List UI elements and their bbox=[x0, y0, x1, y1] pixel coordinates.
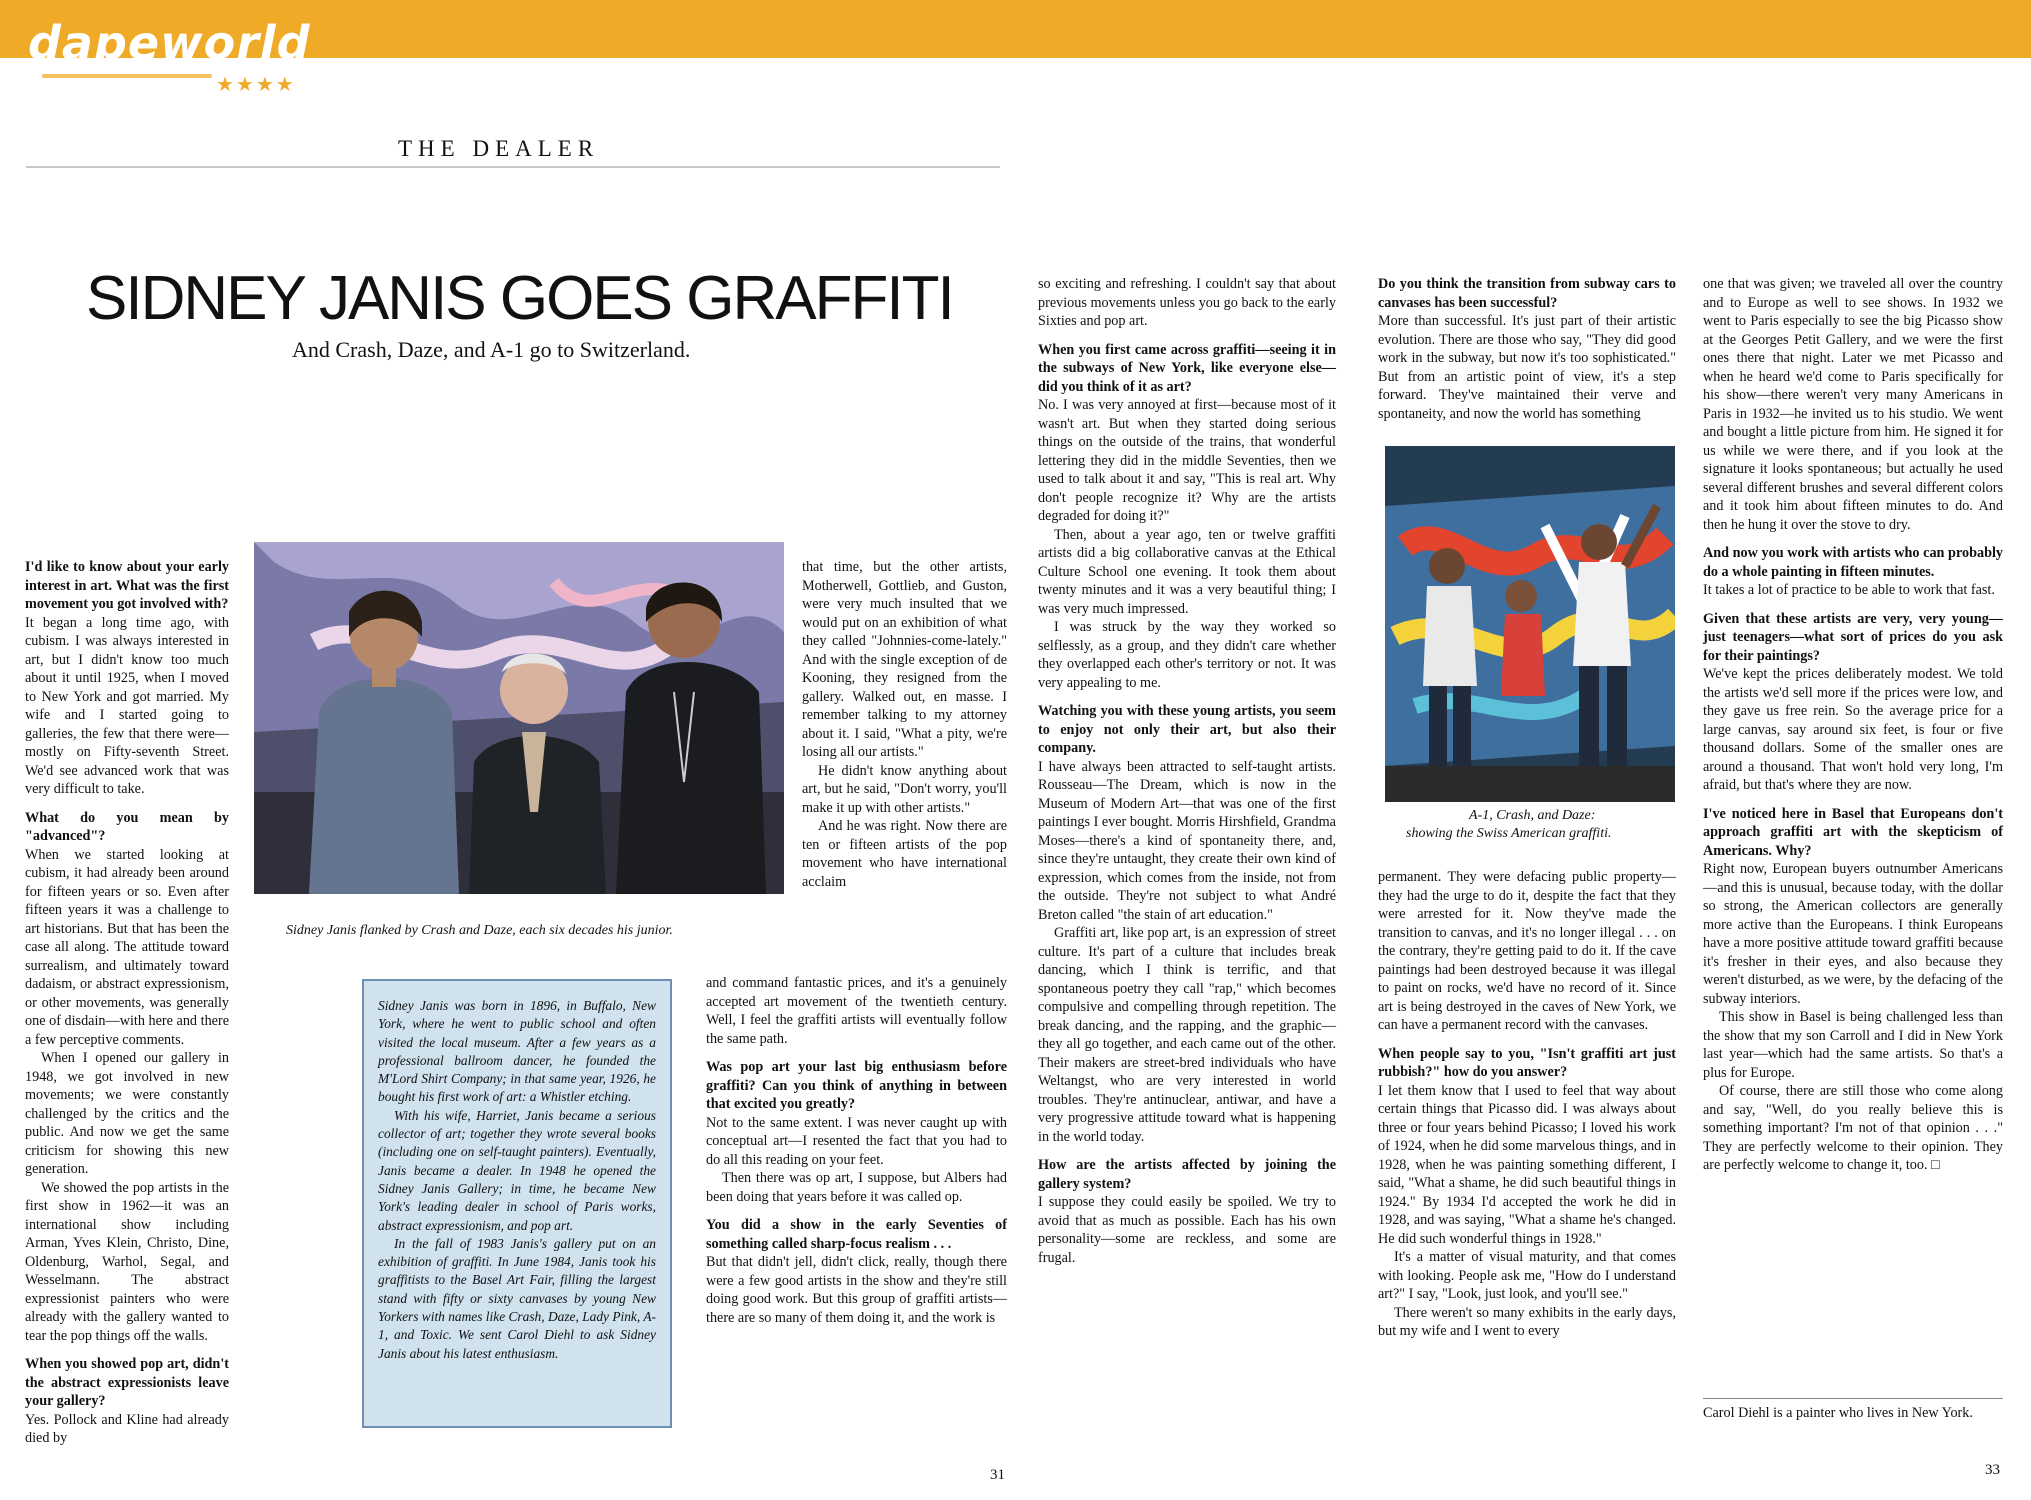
column-2-top bbox=[802, 558, 1007, 891]
section-label: THE DEALER bbox=[398, 136, 600, 161]
rating-stars: ★★★★ bbox=[216, 72, 296, 96]
interview-question: I'd like to know about your early interest in art. What was the first movement you got involved with? bbox=[25, 559, 229, 612]
interview-answer: This show in Basel is being challenged less than the show that my son Carroll and I did in New York last year—which had the same artists. So that's a plus for Europe. bbox=[1703, 1009, 2003, 1081]
mural-photo-illustration bbox=[1385, 446, 1675, 802]
interview-answer: Of course, there are still those who come along and say, "Well, do you really believe this is something important? I'm not of that opinion . . ." They are perfectly welcome to their opinion. They are perfectly welcome to change it, too. □ bbox=[1703, 1083, 2003, 1173]
interview-question: Watching you with these young artists, you seem to enjoy not only their art, but also their company. bbox=[1038, 703, 1336, 756]
column-4-top bbox=[1378, 275, 1676, 423]
interview-answer: But that didn't jell, didn't click, really, though there were a few good artists in the show and they're still doing good work. But this group of graffiti artists—there are so many of them doing it, and the work is bbox=[706, 1254, 1007, 1326]
bio-paragraph: With his wife, Harriet, Janis became a serious collector of art; together they wrote several books (including one on self-taught painters). Eventually, Janis became a dealer. In 1948 he opened the Sidney Janis Gallery; in time, he became New York's leading dealer in school of Paris works, abstract expressionism, and pop art. bbox=[378, 1107, 656, 1233]
interview-answer: I let them know that I used to feel that way about certain things that Picasso did. I was always about three or four years behind Picasso; I loved his work of 1924, when he did some marvelous things, and in 1928, when he was painting something different, I said, "What a shame, he did such beautiful things in 1924." By 1934 I'd accepted the work he did in 1928, and was saying, "What a shame he's changed. He did such wonderful things in 1928." bbox=[1378, 1082, 1676, 1247]
interview-question: When people say to you, "Isn't graffiti art just rubbish?" how do you answer? bbox=[1378, 1045, 1676, 1080]
photo2-caption-line1: A-1, Crash, and Daze: bbox=[1469, 808, 1596, 823]
interview-answer: It takes a lot of practice to be able to work that fast. bbox=[1703, 582, 1995, 598]
photo2-caption-line2: showing the Swiss American graffiti. bbox=[1406, 826, 1612, 841]
photo1-caption: Sidney Janis flanked by Crash and Daze, each six decades his junior. bbox=[286, 923, 673, 938]
interview-answer: It's a matter of visual maturity, and that comes with looking. People ask me, "How do I understand art?" I say, "Look, just look, and you'll see." bbox=[1378, 1249, 1676, 1302]
interview-question: When you showed pop art, didn't the abstract expressionists leave your gallery? bbox=[25, 1356, 229, 1409]
column-4-bottom bbox=[1378, 868, 1676, 1341]
bio-box bbox=[362, 979, 672, 1428]
interview-answer: More than successful. It's just part of their artistic evolution. There are those who say, "They did good work in the subway, but now it's too sophisticated." But from an artistic point of view, it's a step forward. They've maintained their verve and spontaneity, and now the world has something bbox=[1378, 313, 1676, 422]
bio-paragraph: Sidney Janis was born in 1896, in Buffalo, New York, where he went to public school and often visited the local museum. After a few years as a professional ballroom dancer, he founded the M'Lord Shirt Company; in that same year, 1926, he bought his first work of art: a Whistler etching. bbox=[378, 998, 656, 1105]
interview-answer: I was struck by the way they worked so selflessly, as a group, and they didn't care whether they overlapped each other's territory or not. It was very appealing to me. bbox=[1038, 619, 1336, 691]
logo-underline bbox=[42, 74, 212, 78]
interview-answer: one that was given; we traveled all over the country and to Europe as well to see shows. In 1932 we went to Paris especially to see the big Picasso show at the Georges Petit Gallery, and we were the first ones there that night. Later we met Picasso and when he heard we'd come to Paris specifically for his show—there weren't very many Americans in Paris in 1932—he invited us to his studio. We went and bought a little picture from him. He signed it for us while we were there, and if you look at the signature it looks spontaneous; but actually he used several different brushes and several different colors and it took him about fifteen minutes to do. And then he hung it over the stove to dry. bbox=[1703, 276, 2003, 533]
interview-answer: I have always been attracted to self-taught artists. Rousseau—The Dream, which is now in the Museum of Modern Art—that was one of the first paintings I ever bought. Morris Hirshfield, Grandma Moses—there's a kind of spontaneity there, and, since they're untaught, they create their own kind of expression, which comes from the inside, not from the outside. They're not subject to what André Breton called "the stain of art education." bbox=[1038, 758, 1336, 923]
column-1 bbox=[25, 558, 229, 1448]
photo-artists-painting-mural bbox=[1385, 446, 1675, 802]
interview-question: Given that these artists are very, very young—just teenagers—what sort of prices do you ask for their paintings? bbox=[1703, 610, 2003, 664]
interview-answer: And he was right. Now there are ten or fifteen artists of the pop movement who have international acclaim bbox=[802, 818, 1007, 890]
interview-answer: We've kept the prices deliberately modest. We told the artists we'd sell more if the prices were low, and they gave us free rein. So the average price for a large canvas, say around six feet, is four or five thousand dollars. Some of the smaller ones are around a thousand. That won't hold very long, I'm afraid, but that's where they are now. bbox=[1703, 666, 2003, 793]
article-title: SIDNEY JANIS GOES GRAFFITI bbox=[86, 264, 953, 333]
interview-question: Was pop art your last big enthusiasm before graffiti? Can you think of anything in between that excited you greatly? bbox=[706, 1059, 1007, 1112]
site-logo[interactable]: dapeworld bbox=[28, 16, 311, 70]
author-note-rule bbox=[1703, 1398, 2003, 1399]
interview-question: When you first came across graffiti—seeing it in the subways of New York, like everyone else—did you think of it as art? bbox=[1038, 341, 1336, 395]
interview-answer: It began a long time ago, with cubism. I was always interested in art, but I didn't know too much about it until 1925, when I moved to New York and got married. My wife and I started going to galleries, the few that there were—mostly on Fifty-seventh Street. We'd see advanced work that was very difficult to take. bbox=[25, 614, 229, 797]
interview-answer: Graffiti art, like pop art, is an expression of street culture. It's part of a culture that includes break dancing, which I think is terrific, and that spontaneous poetry they call "rap," which becomes compulsive and compelling through repetition. The break dancing, and the rapping, and the graphic—they all go together, and each came out of the other. Their makers are street-bred individuals who have Weltangst, who are very interested in world troubles. They're antinuclear, antiwar, and have a very progressive attitude toward what is happening in the world today. bbox=[1038, 925, 1336, 1145]
column-3 bbox=[1038, 275, 1336, 1267]
interview-answer: and command fantastic prices, and it's a genuinely accepted art movement of the twentieth century. Well, I feel the graffiti artists will eventually follow the same path. bbox=[706, 975, 1007, 1047]
interview-answer: I suppose they could easily be spoiled. We try to avoid that as much as possible. Each has his own personality—some are reckless, and some are frugal. bbox=[1038, 1194, 1336, 1266]
interview-answer: He didn't know anything about art, but he said, "Don't worry, you'll make it up with other artists." bbox=[802, 762, 1007, 816]
author-note: Carol Diehl is a painter who lives in New York. bbox=[1703, 1405, 1973, 1421]
interview-answer: Right now, European buyers outnumber Americans—and this is unusual, because today, with the dollar so strong, the American collectors are generally more active than the Europeans. I think Europeans have a more positive attitude toward graffiti because it's fresher in their eyes, and also because they weren't disturbed, as we were, by the defacing of the subway interiors. bbox=[1703, 861, 2003, 1007]
interview-answer: When I opened our gallery in 1948, we got involved in new movements; we were constantly challenged by the critics and the public. And now we get the same criticism for showing this new generation. bbox=[25, 1050, 229, 1177]
bio-paragraph: In the fall of 1983 Janis's gallery put on an exhibition of graffiti. In June 1984, Janis took his graffitists to the Basel Art Fair, filling the largest stand with fifty or sixty canvases by young New Yorkers with names like Crash, Daze, Lady Pink, A-1, and Toxic. We sent Carol Diehl to ask Sidney Janis about his latest enthusiasm. bbox=[378, 1235, 656, 1361]
interview-answer: Then, about a year ago, ten or twelve graffiti artists did a big collaborative canvas at the Ethical Culture School one evening. It took them about twenty minutes and it was a very beautiful thing; I was very much impressed. bbox=[1038, 526, 1336, 617]
interview-answer: Yes. Pollock and Kline had already died by bbox=[25, 1411, 229, 1446]
interview-answer: We showed the pop artists in the first show in 1962—it was an international show including Arman, Yves Klein, Christo, Dine, Oldenburg, Warhol, Segal, and Wesselmann. The abstract expressionist painters who were already with the gallery wanted to tear the pop things off the walls. bbox=[25, 1179, 229, 1344]
interview-answer: that time, but the other artists, Motherwell, Gottlieb, and Guston, were very much insulted that we would put on an exhibition of what they called "Johnnies-come-lately." And with the single exception of de Kooning, they resigned from the gallery. Walked out, en masse. I remember talking to my attorney about it. I said, "What a pity, we're losing all our artists." bbox=[802, 559, 1007, 760]
interview-question: Do you think the transition from subway cars to canvases has been successful? bbox=[1378, 276, 1676, 311]
interview-question: I've noticed here in Basel that Europeans don't approach graffiti art with the skepticism of Americans. Why? bbox=[1703, 805, 2003, 859]
interview-question: How are the artists affected by joining the gallery system? bbox=[1038, 1157, 1336, 1192]
interview-answer: permanent. They were defacing public property—they had the urge to do it, despite the fact that they were arrested for it. Now they've made the transition to canvas, and it's no longer illegal . . . on the contrary, they're getting paid to do it. If the cave paintings had been destroyed because it was illegal to paint on rocks, we'd have no record of it. Since art is being destroyed in the caves of New York, we can have a permanent record with the canvases. bbox=[1378, 869, 1676, 1033]
article-subtitle: And Crash, Daze, and A-1 go to Switzerland. bbox=[292, 337, 691, 362]
column-2-bottom bbox=[706, 974, 1007, 1327]
photo-illustration bbox=[254, 542, 784, 894]
interview-answer: There weren't so many exhibits in the early days, but my wife and I went to every bbox=[1378, 1304, 1676, 1339]
interview-answer: No. I was very annoyed at first—because most of it wasn't art. But when they started doing serious things on the outside of the trains, that wonderful lettering they did in the middle Seventies, then we used to talk about it and say, "This is real art. Why don't people recognize it? Why are the artists degraded for doing it?" bbox=[1038, 397, 1336, 524]
interview-answer: When we started looking at cubism, it had already been around for fifteen years or so. Even after fifteen years it was a challenge to art historians. But that has been the case all along. The attitude toward surrealism, and ultimately toward dadaism, or abstract expressionism, or other movements, was generally one of disdain—with here and there a few perceptive comments. bbox=[25, 846, 229, 1048]
page-number-right: 33 bbox=[1985, 1462, 2000, 1478]
header-rule bbox=[26, 166, 1000, 168]
interview-question: You did a show in the early Seventies of something called sharp-focus realism . . . bbox=[706, 1217, 1007, 1252]
interview-answer: Not to the same extent. I was never caught up with conceptual art—I resented the fact that you had to do all this reading on your feet. bbox=[706, 1114, 1007, 1168]
photo-janis-crash-daze bbox=[254, 542, 784, 894]
site-header-bar bbox=[0, 0, 2031, 70]
interview-answer: so exciting and refreshing. I couldn't say that about previous movements unless you go back to the early Sixties and pop art. bbox=[1038, 276, 1336, 329]
column-5 bbox=[1703, 275, 2003, 1175]
page-number-left: 31 bbox=[990, 1467, 1005, 1483]
interview-question: What do you mean by "advanced"? bbox=[25, 809, 229, 844]
interview-question: And now you work with artists who can probably do a whole painting in fifteen minutes. bbox=[1703, 545, 2003, 580]
interview-answer: Then there was op art, I suppose, but Albers had been doing that years before it was called op. bbox=[706, 1170, 1007, 1205]
